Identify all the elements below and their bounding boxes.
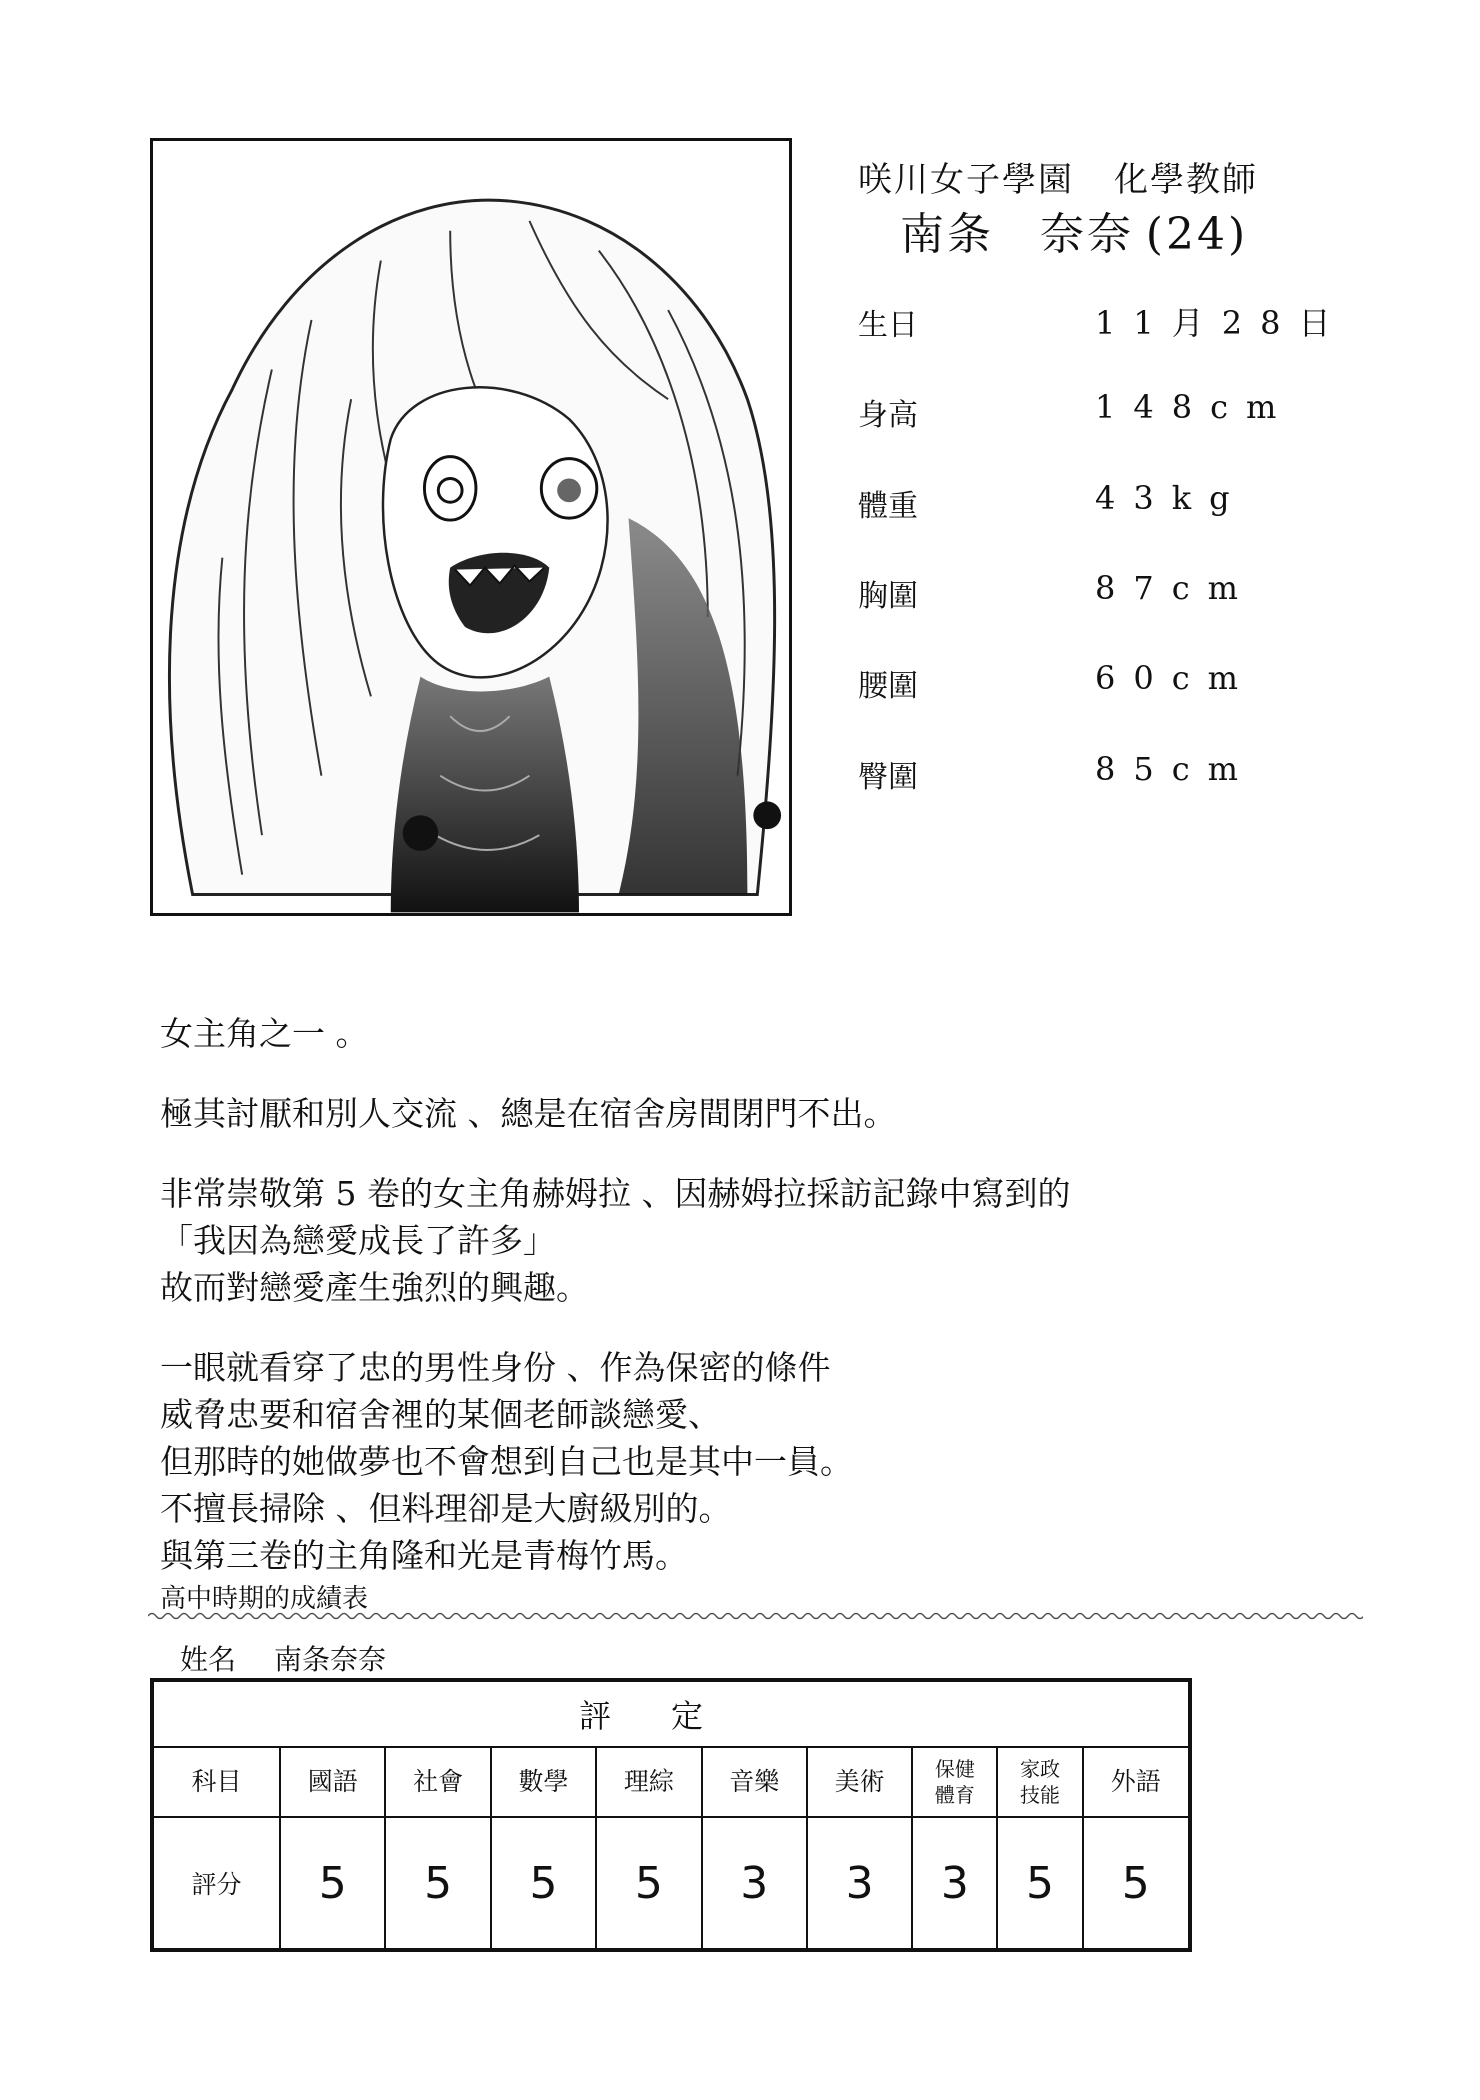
grades-header-row — [152, 1680, 1190, 1747]
school-and-role — [858, 152, 1258, 201]
description-line: 威脅忠要和宿舍裡的某個老師談戀愛、 — [160, 1395, 721, 1434]
subject-cell: 音樂 — [702, 1747, 807, 1817]
subject-cell: 國語 — [280, 1747, 385, 1817]
given-name: 奈奈 — [1040, 209, 1134, 260]
stat-label-waist: 腰圍 — [858, 669, 918, 704]
report-name-row — [180, 1638, 386, 1678]
score-cell: 5 — [596, 1817, 701, 1950]
school-name: 咲川女子學園 — [858, 160, 1074, 200]
subject-cell: 社會 — [385, 1747, 490, 1817]
description-paragraph — [160, 1010, 1340, 1057]
stat-value-weight: 43kg — [1095, 479, 1248, 517]
character-portrait — [150, 138, 792, 916]
subject-label: 科目 — [152, 1747, 280, 1817]
description-line: 非常崇敬第 5 卷的女主角赫姆拉 、因赫姆拉採訪記錄中寫到的 — [160, 1174, 1071, 1213]
wavy-divider — [148, 1610, 1363, 1622]
score-cell: 3 — [912, 1817, 997, 1950]
subjects-row — [152, 1747, 1190, 1817]
stat-label-weight: 體重 — [858, 489, 918, 524]
stat-value-bust: 87cm — [1095, 569, 1256, 607]
grades-header: 評定 — [152, 1680, 1190, 1747]
stat-label-hips: 臀圍 — [858, 760, 918, 795]
description-paragraph — [160, 1344, 1340, 1579]
grades-table — [150, 1678, 1192, 1952]
character-age: (24) — [1145, 209, 1249, 260]
stat-value-hips: 85cm — [1095, 750, 1256, 788]
description-line: 但那時的她做夢也不會想到自己也是其中一員。 — [160, 1442, 853, 1481]
description-line: 不擅長掃除 、但料理卻是大廚級別的。 — [160, 1489, 732, 1528]
score-cell: 5 — [1083, 1817, 1190, 1950]
stat-value-height: 148cm — [1095, 388, 1295, 426]
family-name: 南条 — [900, 209, 994, 260]
subject-cell: 理綜 — [596, 1747, 701, 1817]
score-cell: 3 — [702, 1817, 807, 1950]
teacher-role: 化學教師 — [1114, 160, 1258, 200]
subject-cell: 家政 技能 — [997, 1747, 1082, 1817]
stat-label-height: 身高 — [858, 398, 918, 433]
stat-value-birthday: 11月28日 — [1095, 304, 1349, 342]
score-cell: 5 — [997, 1817, 1082, 1950]
stat-label-bust: 胸圍 — [858, 579, 918, 614]
subject-cell: 外語 — [1083, 1747, 1190, 1817]
score-cell: 5 — [280, 1817, 385, 1950]
stat-label-birthday: 生日 — [858, 308, 918, 343]
character-name — [900, 198, 1248, 262]
description-line: 一眼就看穿了忠的男性身份 、作為保密的條件 — [160, 1348, 831, 1387]
stat-value-waist: 60cm — [1095, 659, 1256, 697]
description-line: 與第三卷的主角隆和光是青梅竹馬。 — [160, 1536, 688, 1575]
name-value: 南条奈奈 — [274, 1643, 387, 1676]
character-description — [160, 1010, 1340, 1612]
scores-row — [152, 1817, 1190, 1950]
name-label: 姓名 — [180, 1643, 237, 1676]
description-line: 「我因為戀愛成長了許多」 — [160, 1221, 556, 1260]
score-cell: 3 — [807, 1817, 912, 1950]
description-line: 極其討厭和別人交流 、總是在宿舍房間閉門不出。 — [160, 1094, 897, 1133]
description-paragraph — [160, 1170, 1340, 1311]
description-line: 故而對戀愛產生強烈的興趣。 — [160, 1268, 589, 1307]
score-cell: 5 — [491, 1817, 596, 1950]
report-card-title: 高中時期的成績表 — [160, 1584, 369, 1614]
description-paragraph — [160, 1090, 1340, 1137]
score-cell: 5 — [385, 1817, 490, 1950]
subject-cell: 保健 體育 — [912, 1747, 997, 1817]
description-line: 女主角之一 。 — [160, 1014, 369, 1053]
subject-cell: 數學 — [491, 1747, 596, 1817]
subject-cell: 美術 — [807, 1747, 912, 1817]
score-label: 評分 — [152, 1817, 280, 1950]
